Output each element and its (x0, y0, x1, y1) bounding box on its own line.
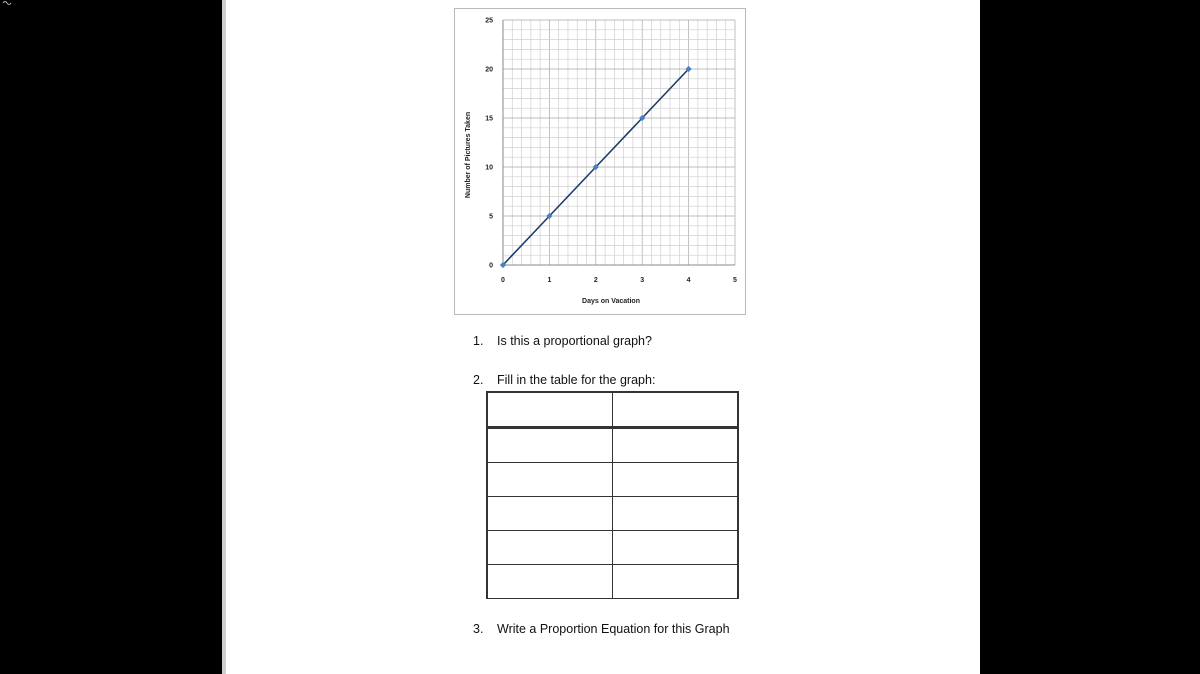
table-row (487, 565, 738, 599)
corner-mark-icon (2, 0, 14, 6)
table-row (487, 392, 738, 428)
y-tick-label: 0 (489, 262, 493, 270)
x-tick-label: 3 (640, 277, 645, 284)
table-cell[interactable] (487, 531, 613, 565)
question-2-number: 2. (473, 373, 484, 387)
answer-table (486, 391, 739, 599)
x-tick-label: 0 (501, 277, 505, 284)
x-tick-label: 4 (686, 277, 691, 284)
question-1-number: 1. (473, 334, 484, 348)
y-axis-label-wrapper (452, 80, 476, 230)
table-row (487, 497, 738, 531)
question-3 (473, 622, 730, 636)
table-cell[interactable] (613, 392, 739, 428)
x-tick-label: 5 (733, 277, 737, 284)
question-2-text: Fill in the table for the graph: (497, 373, 656, 387)
table-cell[interactable] (487, 392, 613, 428)
table-cell[interactable] (613, 565, 739, 599)
table-row (487, 463, 738, 497)
y-axis-ticks (485, 18, 493, 270)
table-cell[interactable] (487, 428, 613, 463)
question-2 (473, 373, 655, 387)
table-cell[interactable] (613, 531, 739, 565)
table-cell[interactable] (613, 428, 739, 463)
y-tick-label: 20 (485, 66, 493, 74)
table-cell[interactable] (613, 463, 739, 497)
chart-canvas (455, 9, 747, 316)
table-cell[interactable] (613, 497, 739, 531)
x-axis-label: Days on Vacation (582, 298, 640, 305)
y-tick-label: 25 (485, 17, 493, 25)
y-axis-label: Number of Pictures Taken (465, 111, 472, 199)
chart (454, 8, 746, 315)
y-tick-label: 5 (489, 213, 493, 221)
question-1-text: Is this a proportional graph? (497, 334, 652, 348)
y-tick-label: 15 (485, 115, 493, 123)
question-1 (473, 334, 652, 348)
question-3-number: 3. (473, 622, 484, 636)
x-tick-label: 2 (593, 277, 598, 284)
table-cell[interactable] (487, 497, 613, 531)
y-tick-label: 10 (485, 164, 493, 172)
table-row (487, 531, 738, 565)
x-tick-label: 1 (547, 277, 552, 284)
x-axis-ticks (501, 277, 737, 284)
table-cell[interactable] (487, 463, 613, 497)
table-row (487, 428, 738, 463)
question-3-text: Write a Proportion Equation for this Graph (497, 622, 730, 636)
table-cell[interactable] (487, 565, 613, 599)
